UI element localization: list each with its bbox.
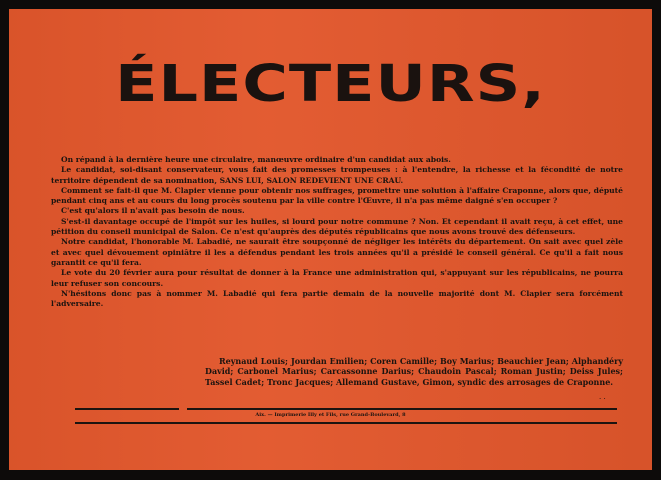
- paragraph: C'est qu'alors il n'avait pas besoin de nous.: [61, 206, 245, 216]
- decorative-dots: . .: [599, 393, 606, 401]
- paragraph: Notre candidat, l'honorable M. Labadié, ne saurait être soupçonné de négliger les intérêts du département. On sait avec quel zèle et avec quel dévouement opiniâtre il les a défendus pendant les trois années qu'il a présidé le conseil général. Ce qu'il a fait nous garantit ce qu'il fera.: [51, 237, 623, 267]
- divider-rule: [75, 422, 617, 424]
- divider-rule: [75, 408, 179, 410]
- paragraph: S'est-il davantage occupé de l'impôt sur les huiles, si lourd pour notre commune ? Non. Et cependant il avait reçu, à cet effet, une pétition du conseil municipal de Salon. Ce n'est qu'auprès des députés républicains que nous avons trouvé des défenseurs.: [51, 216, 623, 237]
- paragraph: N'hésitons donc pas à nommer M. Labadié qui fera partie demain de la nouvelle majorité dont M. Clapier sera forcément l'adversaire.: [51, 288, 623, 309]
- paragraph: Le candidat, soi-disant conservateur, vous fait des promesses trompeuses : à l'entendre, la richesse et la fécondité de notre territoire dépendent de sa nomination, SANS LUI, SALON REDEVIENT UNE CRAU.: [51, 165, 623, 185]
- poster-body: [51, 155, 623, 309]
- divider-rule: [187, 408, 617, 410]
- poster: [9, 9, 652, 470]
- paragraph: Comment se fait-il que M. Clapier vienne pour obtenir nos suffrages, promettre une solution à l'affaire Craponne, alors que, député pendant cinq ans et au cours du long procès soutenu par la ville contre l'Œuvre, il n'a pas même daigné s'en occuper ?: [51, 185, 623, 206]
- paragraph: Le vote du 20 février aura pour résultat de donner à la France une administration qui, s'appuyant sur les républicains, ne pourra leur refuser son concours.: [51, 268, 623, 288]
- signers-list: Reynaud Louis; Jourdan Emilien; Coren Camille; Boy Marius; Beauchier Jean; Alphandéry David; Carbonel Marius; Carcassonne Darius; Chaudoin Pascal; Roman Justin; Deiss Jules; Tassel Cadet; Tronc Jacques; Allemand Gustave, Gimon, syndic des arrosages de Craponne.: [205, 356, 623, 387]
- printer-imprint: Aix. — Imprimerie Illy et Fils, rue Grand-Boulevard, 8: [255, 412, 406, 418]
- poster-title: ÉLECTEURS,: [115, 53, 546, 114]
- paragraph: On répand à la dernière heure une circulaire, manœuvre ordinaire d'un candidat aux abois.: [61, 155, 451, 164]
